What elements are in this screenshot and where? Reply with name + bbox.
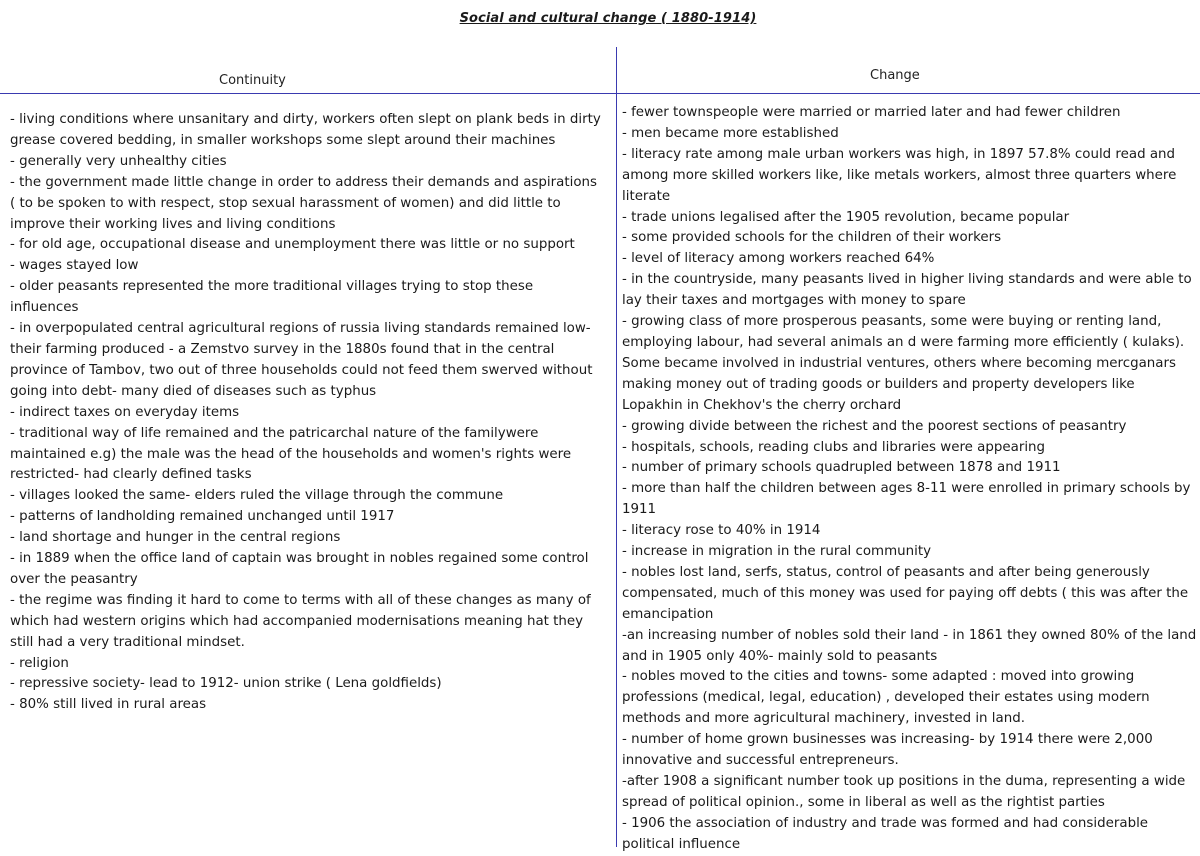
continuity-item: - land shortage and hunger in the central regions <box>10 530 341 546</box>
continuity-item: - religion <box>10 655 69 671</box>
change-item: - level of literacy among workers reached 64% <box>622 251 935 267</box>
change-header: Change <box>870 68 920 83</box>
change-item: -an increasing number of nobles sold their land - in 1861 they owned 80% of the land and in 1905 only 40%- mainly sold to peasants <box>622 627 1197 664</box>
change-item: -after 1908 a significant number took up positions in the duma, representing a wide spread of political opinion., some in liberal as well as the rightist parties <box>622 774 1186 810</box>
change-item: - nobles lost land, serfs, status, control of peasants and after being generously compensated, much of this money was used for paying off debts ( this was after the emancipation <box>622 564 1189 622</box>
change-item: - literacy rose to 40% in 1914 <box>622 523 821 539</box>
continuity-item: - repressive society- lead to 1912- union strike ( Lena goldfields) <box>10 676 442 692</box>
horizontal-divider <box>0 93 1200 94</box>
continuity-item: - indirect taxes on everyday items <box>10 404 240 420</box>
continuity-item: - 80% still lived in rural areas <box>10 697 207 713</box>
change-item: - fewer townspeople were married or married later and had fewer children <box>622 105 1121 120</box>
continuity-item: - in 1889 when the office land of captain was brought in nobles regained some control over the peasantry <box>10 551 589 587</box>
continuity-item: - living conditions where unsanitary and dirty, workers often slept on plank beds in dirty grease covered bedding, in smaller workshops some slept around their machines <box>10 112 601 148</box>
continuity-item: - the regime was finding it hard to come to terms with all of these changes as many of which had western origins which had accompanied modernisations meaning hat they still had a very traditional mindset. <box>10 592 591 650</box>
change-item: - 1906 the association of industry and trade was formed and had considerable political influence <box>622 815 1149 852</box>
change-item: - growing divide between the richest and the poorest sections of peasantry <box>622 418 1127 434</box>
change-item: - men became more established <box>622 125 839 141</box>
change-item: - number of primary schools quadrupled between 1878 and 1911 <box>622 460 1061 476</box>
continuity-item: - in overpopulated central agricultural regions of russia living standards remained low- their farming produced - a Zemstvo survey in the 1880s found that in the central province of Tambov, two out of three households could not feed them swerved without going into debt- many died of diseases such as typhus <box>10 321 593 399</box>
change-item: - more than half the children between ages 8-11 were enrolled in primary schools by 1911 <box>622 481 1191 518</box>
change-item: - trade unions legalised after the 1905 revolution, became popular <box>622 209 1070 225</box>
page-title: Social and cultural change ( 1880-1914) <box>459 11 757 26</box>
continuity-item: - wages stayed low <box>10 258 139 274</box>
change-item: - in the countryside, many peasants lived in higher living standards and were able to lay their taxes and mortgages with money to spare <box>622 272 1192 309</box>
change-item: - increase in migration in the rural community <box>622 544 932 560</box>
change-list <box>622 103 1198 856</box>
change-item: - some provided schools for the children of their workers <box>622 230 1002 246</box>
change-item: - number of home grown businesses was increasing- by 1914 there were 2,000 innovative and successful entrepreneurs. <box>622 732 1153 769</box>
continuity-item: - patterns of landholding remained unchanged until 1917 <box>10 509 395 525</box>
change-item: - growing class of more prosperous peasants, some were buying or renting land, employing labour, had several animals an d were farming more efficiently ( kulaks). Some became involved in industrial ventures, others where becoming mercganars making money out of trading goods or builders and property developers like Lopakhin in Chekhov's the cherry orchard <box>622 314 1185 413</box>
change-item: - literacy rate among male urban workers was high, in 1897 57.8% could read and among more skilled workers like, like metals workers, almost three quarters where literate <box>622 146 1177 204</box>
change-item: - nobles moved to the cities and towns- some adapted : moved into growing professions (medical, legal, education) , developed their estates using modern methods and more agricultural machinery, invested in land. <box>622 669 1150 727</box>
vertical-divider <box>616 47 617 847</box>
change-item: - hospitals, schools, reading clubs and libraries were appearing <box>622 439 1046 455</box>
continuity-item: - older peasants represented the more traditional villages trying to stop these influences <box>10 279 534 316</box>
continuity-item: - for old age, occupational disease and unemployment there was little or no support <box>10 237 575 253</box>
continuity-item: - traditional way of life remained and the patricarchal nature of the familywere maintained e.g) the male was the head of the households and women's rights were restricted- had clearly defined tasks <box>10 425 572 483</box>
continuity-item: - generally very unhealthy cities <box>10 153 227 169</box>
continuity-item: - villages looked the same- elders ruled the village through the commune <box>10 488 504 504</box>
continuity-header: Continuity <box>219 73 286 88</box>
continuity-list <box>10 110 604 716</box>
continuity-item: - the government made little change in order to address their demands and aspirations ( to be spoken to with respect, stop sexual harassment of women) and did little to improve their working lives and living conditions <box>10 174 597 232</box>
